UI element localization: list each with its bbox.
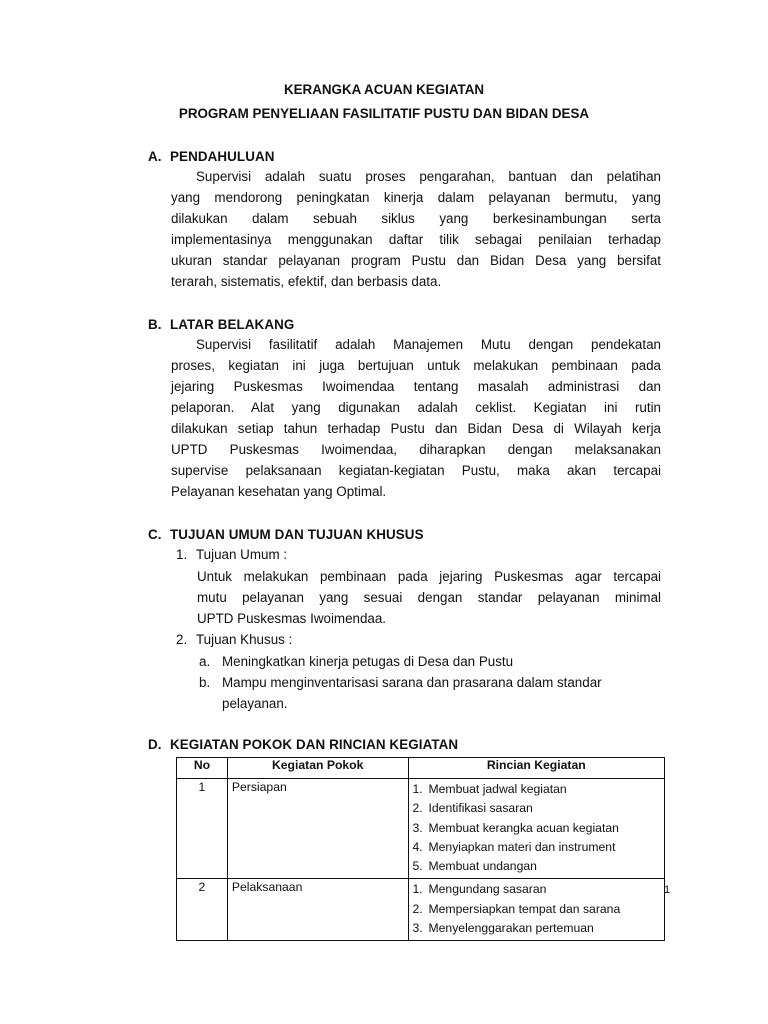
- rincian-cell: [408, 779, 665, 879]
- rincian-list: [413, 780, 661, 876]
- list-item: [413, 838, 661, 857]
- section-b-title: LATAR BELAKANG: [170, 317, 295, 332]
- tujuan-khusus-item: [176, 629, 292, 650]
- tujuan-umum-label: Tujuan Umum :: [196, 547, 288, 562]
- list-number: 3.: [412, 921, 423, 936]
- paragraph-line: ukuran standar pelayanan program Pustu dan Bidan Desa yang bersifat: [171, 253, 661, 268]
- list-item: [413, 819, 661, 838]
- kegiatan-pokok-cell: Pelaksanaan: [227, 879, 408, 941]
- section-c-title: TUJUAN UMUM DAN TUJUAN KHUSUS: [170, 527, 424, 542]
- list-number: 5.: [412, 859, 423, 874]
- paragraph-line: jejaring Puskesmas Iwoimendaa tentang masalah administrasi dan: [171, 379, 661, 394]
- paragraph-line: UPTD Puskesmas Iwoimendaa, diharapkan dengan melaksanakan: [171, 442, 661, 457]
- table-row: [177, 879, 665, 941]
- list-number: 2.: [176, 632, 188, 647]
- list-item: [413, 900, 661, 919]
- paragraph-line: Supervisi fasilitatif adalah Manajemen Mutu dengan pendekatan: [196, 337, 661, 352]
- list-item-text: Mampu menginventarisasi sarana dan prasarana dalam standar: [222, 675, 602, 690]
- list-item-text: Menyelenggarakan pertemuan: [428, 921, 594, 936]
- section-a-paragraph: [171, 166, 661, 292]
- list-number: 3.: [412, 820, 423, 835]
- kegiatan-pokok-cell: Persiapan: [227, 779, 408, 879]
- tujuan-khusus-a: [199, 651, 663, 672]
- paragraph-line: terarah, sistematis, efektif, dan berbasis data.: [171, 274, 442, 289]
- paragraph-line: dilakukan dalam sebuah siklus yang berkesinambungan serta: [171, 211, 661, 226]
- list-item-text: Membuat jadwal kegiatan: [428, 782, 567, 796]
- list-item-text: Membuat undangan: [428, 859, 537, 874]
- list-item-text: Menyiapkan materi dan instrument: [428, 839, 616, 854]
- section-c-letter: C.: [148, 527, 162, 542]
- table-row: [177, 779, 665, 879]
- table-header-row: [177, 758, 665, 779]
- list-item-first-line: [199, 672, 663, 693]
- section-d-title: KEGIATAN POKOK DAN RINCIAN KEGIATAN: [170, 737, 459, 752]
- paragraph-line: mutu pelayanan yang sesuai dengan standar pelayanan minimal: [197, 590, 661, 605]
- list-item-text: Mempersiapkan tempat dan sarana: [428, 901, 621, 916]
- column-header-no: No: [177, 758, 228, 779]
- section-a-heading: [148, 149, 275, 164]
- list-number: 1.: [412, 782, 423, 796]
- paragraph-line: UPTD Puskesmas Iwoimendaa.: [197, 611, 387, 626]
- list-letter: a.: [199, 654, 211, 669]
- section-b-letter: B.: [148, 317, 162, 332]
- document-title: KERANGKA ACUAN KEGIATAN: [283, 82, 485, 97]
- paragraph-line: implementasinya menggunakan daftar tilik sebagai penilaian terhadap: [171, 232, 661, 247]
- document-subtitle: PROGRAM PENYELIAAN FASILITATIF PUSTU DAN BIDAN DESA: [178, 106, 590, 121]
- section-a-title: PENDAHULUAN: [170, 149, 275, 164]
- paragraph-line: Untuk melakukan pembinaan pada jejaring Puskesmas agar tercapai: [197, 569, 661, 584]
- rincian-cell: [408, 879, 665, 941]
- section-a-letter: A.: [148, 149, 162, 164]
- column-header-pokok: Kegiatan Pokok: [227, 758, 408, 779]
- page-number: 1: [664, 884, 671, 896]
- column-header-rincian: Rincian Kegiatan: [408, 758, 665, 779]
- rincian-list: [413, 880, 661, 938]
- section-d-letter: D.: [148, 737, 162, 752]
- tujuan-khusus-label: Tujuan Khusus :: [196, 632, 293, 647]
- paragraph-line: yang mendorong peningkatan kinerja dalam pelayanan bermutu, yang: [171, 190, 661, 205]
- tujuan-umum-item: [176, 544, 287, 565]
- list-number: 2.: [412, 901, 423, 916]
- section-b-paragraph: [171, 334, 661, 502]
- row-number: 2: [177, 879, 228, 941]
- paragraph-line: pelaporan. Alat yang digunakan adalah ceklist. Kegiatan ini rutin: [171, 400, 661, 415]
- paragraph-line: dilakukan setiap tahun terhadap Pustu dan Bidan Desa di Wilayah kerja: [171, 421, 661, 436]
- list-item: [413, 799, 661, 818]
- list-number: 4.: [412, 839, 423, 854]
- list-item-text: pelayanan.: [222, 696, 288, 711]
- paragraph-line: supervise pelaksanaan kegiatan-kegiatan Pustu, maka akan tercapai: [171, 463, 661, 478]
- list-item: [413, 780, 661, 799]
- list-item: [413, 857, 661, 876]
- list-item-text: Membuat kerangka acuan kegiatan: [428, 820, 619, 835]
- list-item: [413, 919, 661, 938]
- list-number: 1.: [176, 547, 188, 562]
- list-number: 1.: [412, 882, 423, 897]
- section-c-heading: [148, 527, 424, 542]
- tujuan-khusus-b: [199, 672, 663, 714]
- tujuan-umum-text: [197, 566, 661, 629]
- list-item-text: Meningkatkan kinerja petugas di Desa dan Pustu: [222, 654, 514, 669]
- list-number: 2.: [412, 801, 423, 816]
- section-d-heading: [148, 737, 458, 752]
- paragraph-line: proses, kegiatan ini juga bertujuan untuk melakukan pembinaan pada: [171, 358, 661, 373]
- kegiatan-table: [176, 757, 665, 941]
- list-item: [413, 880, 661, 899]
- section-b-heading: [148, 317, 294, 332]
- paragraph-line: Supervisi adalah suatu proses pengarahan, bantuan dan pelatihan: [196, 169, 661, 184]
- list-item-text: Mengundang sasaran: [428, 882, 547, 897]
- row-number: 1: [177, 779, 228, 879]
- paragraph-line: Pelayanan kesehatan yang Optimal.: [171, 484, 387, 499]
- list-item-text: Identifikasi sasaran: [428, 801, 533, 816]
- list-letter: b.: [199, 675, 211, 690]
